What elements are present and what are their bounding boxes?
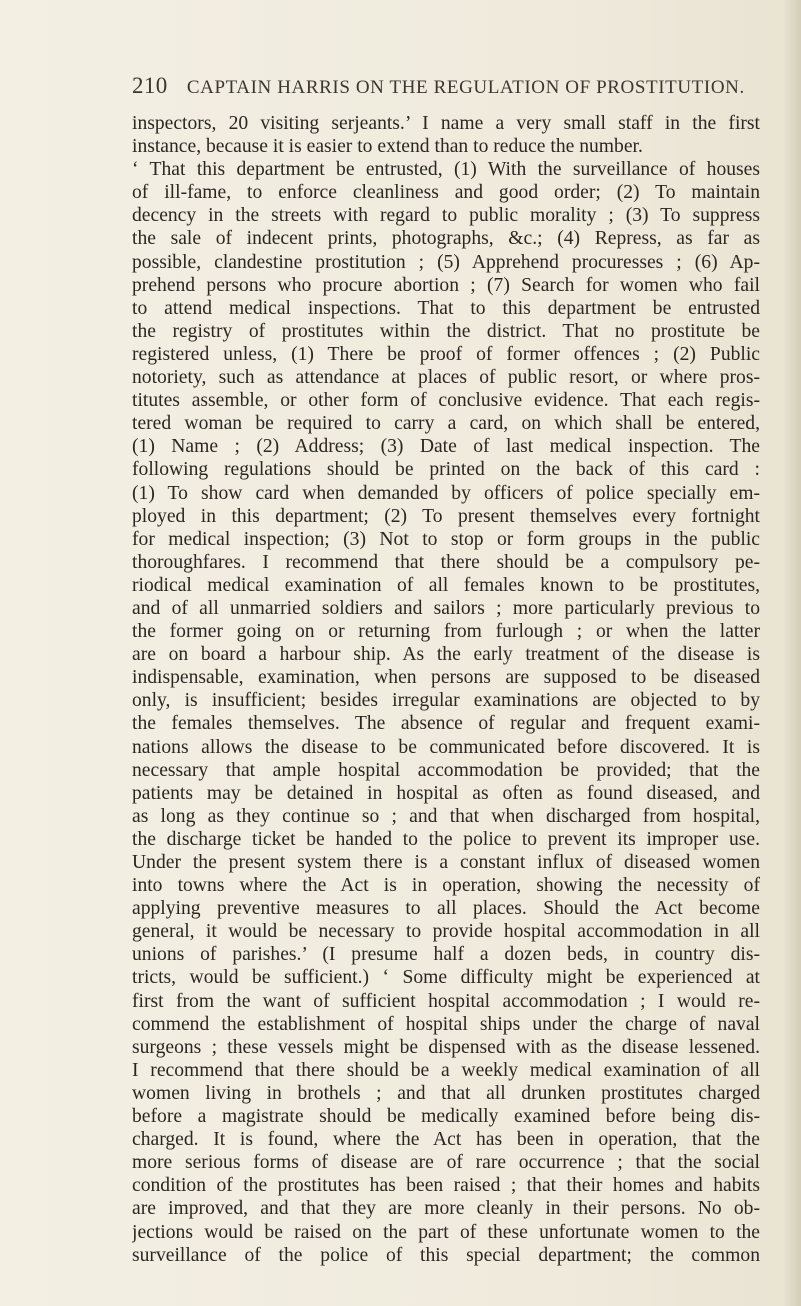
text-line: are on board a harbour ship. As the early treatment of the disease is [132,644,760,666]
text-line: decency in the streets with regard to public morality ; (3) To suppress [132,205,760,227]
text-line: thoroughfares. I recommend that there should be a compulsory pe- [132,551,760,573]
text-line: notoriety, such as attendance at places of public resort, or where pros- [132,367,760,389]
text-line: (1) To show card when demanded by officers of police specially em- [132,482,760,504]
text-line: registered unless, (1) There be proof of former offences ; (2) Public [132,343,760,365]
text-line: the registry of prostitutes within the district. That no prostitute be [132,320,760,342]
text-line: ployed in this department; (2) To present themselves every fortnight [132,505,760,527]
text-line: tricts, would be sufficient.) ‘ Some difficulty might be experienced at [132,967,760,989]
text-line: the discharge ticket be handed to the police to prevent its improper use. [132,828,760,850]
text-line: charged. It is found, where the Act has been in operation, that the [132,1129,760,1151]
text-line: instance, because it is easier to extend than to reduce the number. [132,136,643,158]
text-line: surveillance of the police of this special department; the common [132,1244,760,1266]
text-line: Under the present system there is a constant influx of diseased women [132,852,760,873]
text-line: as long as they continue so ; and that when discharged from hospital, [132,805,760,827]
text-line: necessary that ample hospital accommodation be provided; that the [132,759,760,781]
text-line: to attend medical inspections. That to this department be entrusted [132,297,760,319]
text-line: and of all unmarried soldiers and sailors ; more particularly previous to [132,597,760,619]
text-line: of ill-fame, to enforce cleanliness and good order; (2) To maintain [132,182,760,204]
text-line: nations allows the disease to be communicated before discovered. It is [132,736,760,758]
text-line: following regulations should be printed on the back of this card : [132,459,760,481]
text-line: patients may be detained in hospital as often as found diseased, and [132,782,760,804]
text-line: the females themselves. The absence of regular and frequent exami- [132,713,760,735]
text-line: surgeons ; these vessels might be dispensed with as the disease lessened. [132,1036,760,1058]
running-head-title: CAPTAIN HARRIS ON THE REGULATION OF PROSTITUTION. [186,77,745,98]
body-text [132,112,760,1267]
text-line: women living in brothels ; and that all drunken prostitutes charged [132,1082,760,1104]
text-line: for medical inspection; (3) Not to stop or form groups in the public [132,528,760,550]
text-line: the sale of indecent prints, photographs, &c.; (4) Repress, as far as [132,228,760,250]
text-line: only, is insufficient; besides irregular examinations are objected to by [132,690,760,712]
text-line: (1) Name ; (2) Address; (3) Date of last medical inspection. The [132,436,760,458]
text-line: more serious forms of disease are of rare occurrence ; that the social [132,1152,760,1174]
text-line: into towns where the Act is in operation, showing the necessity of [132,875,760,897]
text-line: tered woman be required to carry a card, on which shall be entered, [132,413,760,435]
text-line: unions of parishes.’ (I presume half a dozen beds, in country dis- [132,944,760,966]
text-line: I recommend that there should be a weekly medical examination of all [132,1059,760,1081]
text-line: first from the want of sufficient hospital accommodation ; I would re- [132,990,760,1012]
text-line: inspectors, 20 visiting serjeants.’ I name a very small staff in the first [132,113,760,134]
text-line: commend the establishment of hospital ships under the charge of naval [132,1013,760,1035]
text-line: titutes assemble, or other form of conclusive evidence. That each regis- [132,390,760,412]
running-head [132,73,772,99]
text-line: riodical medical examination of all females known to be prostitutes, [132,574,760,596]
text-line: indispensable, examination, when persons are supposed to be diseased [132,667,760,689]
text-line: the former going on or returning from furlough ; or when the latter [132,621,760,643]
text-line: applying preventive measures to all places. Should the Act become [132,898,760,920]
text-line: are improved, and that they are more cleanly in their persons. No ob- [132,1198,760,1220]
page-number: 210 [132,73,168,98]
text-line: prehend persons who procure abortion ; (7) Search for women who fail [132,274,760,296]
text-line: condition of the prostitutes has been raised ; that their homes and habits [132,1175,760,1197]
text-line: before a magistrate should be medically examined before being dis- [132,1106,760,1128]
text-line: ‘ That this department be entrusted, (1) With the surveillance of houses [132,159,760,181]
text-line: possible, clandestine prostitution ; (5) Apprehend procuresses ; (6) Ap- [132,251,760,273]
text-line: general, it would be necessary to provide hospital accommodation in all [132,921,760,943]
page-edge-shadow [783,0,801,1306]
text-line: jections would be raised on the part of these unfortunate women to the [132,1221,760,1243]
